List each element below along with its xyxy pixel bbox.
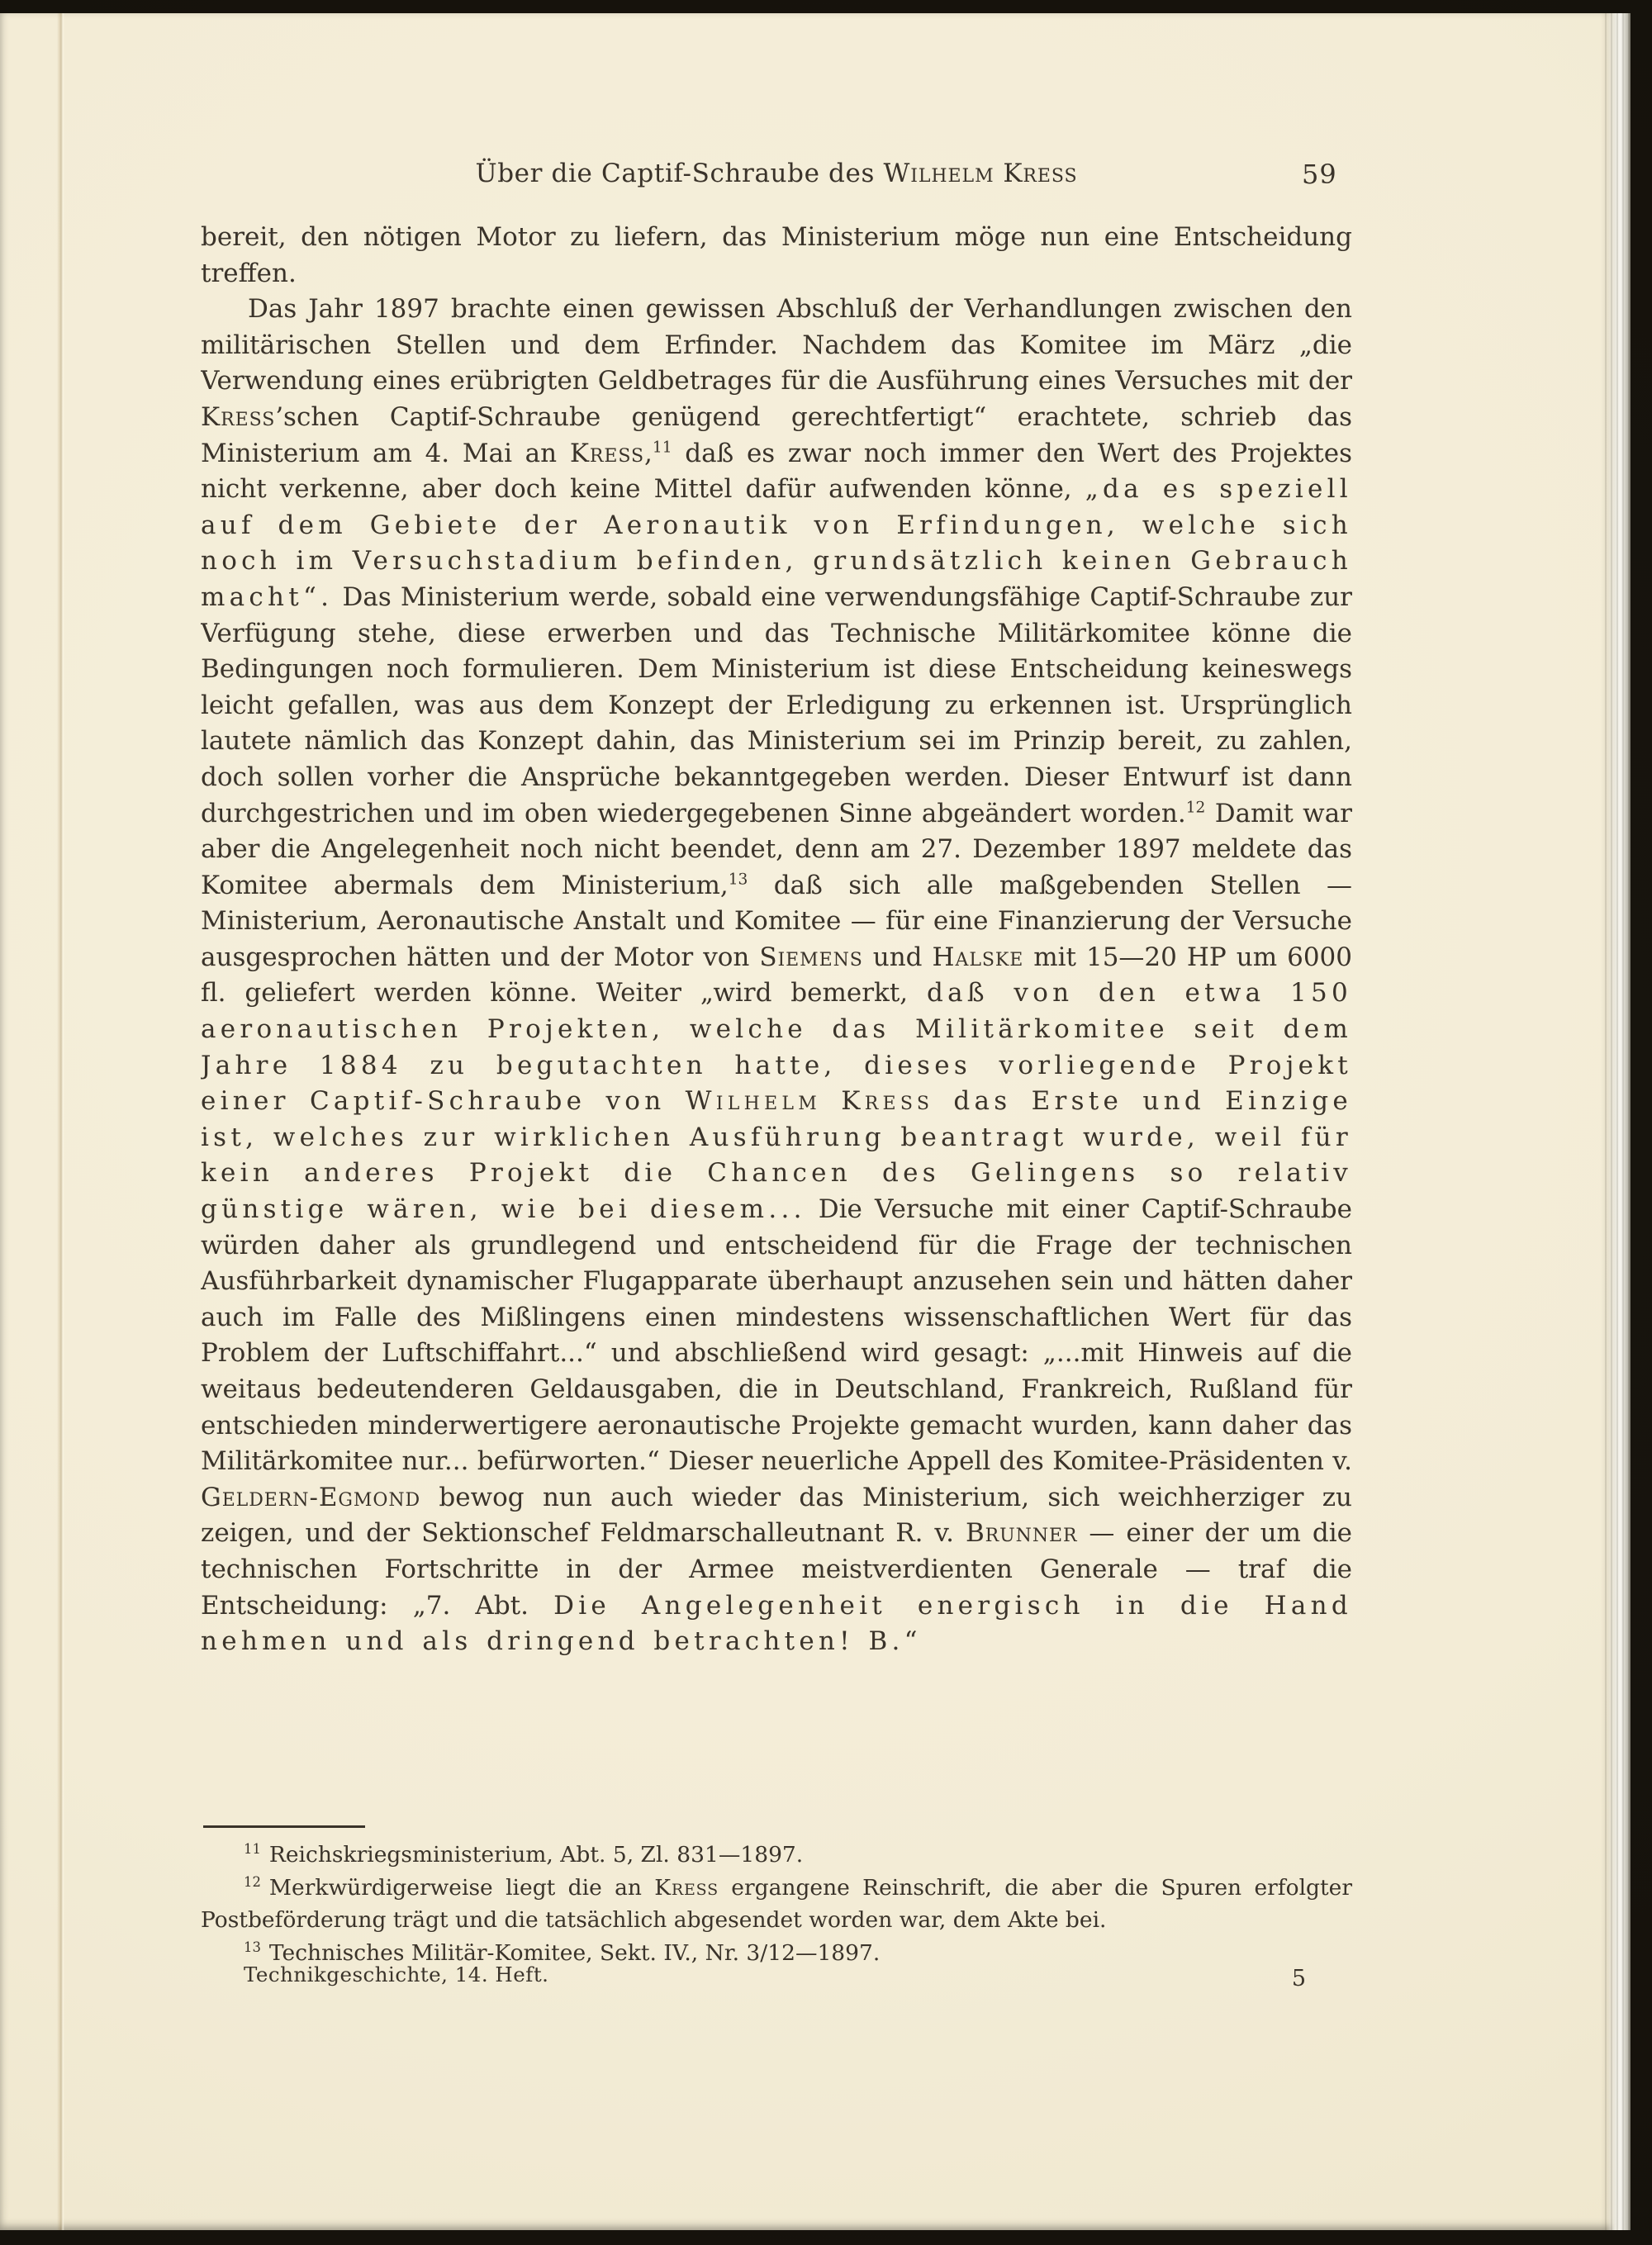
text-segment: Die Versuche mit einer Captif-Schraube würden daher als grundlegend und entscheidend für die Frage der technischen Ausführbarkeit dynamischer Flugapparate überhaupt anzusehen sein und hätten daher auch im Falle des Mißlingens einen mindestens wissenschaftlichen Wert für das Problem der Luftschiffahrt...“ und abschließend wird gesagt: „...mit Hinweis auf die weitaus bedeutenderen Geldausgaben, die in Deutschland, Frankreich, Rußland für entschieden minderwertigere aeronautische Projekte gemacht wurden, kann daher das Militärkomitee nur... befürworten.“ Dieser neuerliche Appell des Komitee-Präsidenten v. — [201, 1194, 1352, 1477]
text-segment: ’schen Captif-Schraube genügend gerechtfertigt“ erachtete, schrieb das Ministerium am 4. Mai an — [201, 401, 1352, 468]
footnote-ref: 13 — [728, 871, 748, 889]
text-segment: daß es zwar noch immer den Wert des Projektes nicht verkenne, aber doch keine Mittel dafür aufwenden könne, — [201, 438, 1352, 505]
footnote-marker: 13 — [244, 1939, 261, 1955]
text-segment: Reichskriegsministerium, Abt. 5, Zl. 831—1897. — [268, 1842, 804, 1868]
text-segment: Die Angelegenheit energisch in die Hand nehmen und als dringend betrachten! B.“ — [201, 1590, 1352, 1657]
text-segment: Damit war aber die Angelegenheit noch nicht beendet, denn am 27. Dezember 1897 meldete das Komitee abermals dem Ministerium, — [201, 798, 1352, 900]
text-segment: Brunner — [965, 1518, 1078, 1549]
text-segment: Technisches Militär-Komitee, Sekt. IV., Nr. 3/12—1897. — [268, 1939, 881, 1966]
text-segment: und — [862, 942, 933, 972]
paragraph — [201, 292, 1352, 1660]
text-segment: „da es speziell auf dem Gebiete der Aeronautik von Erfindungen, welche sich noch im Versuchstadium befinden, grundsätzlich keinen Gebrauch macht“. — [201, 474, 1352, 612]
text-segment: daß sich alle maßgebenden Stellen — Ministerium, Aeronautische Anstalt und Komitee — für eine Finanzierung der Versuche ausgesprochen hätten und der Motor von — [201, 870, 1352, 972]
text-segment: , — [644, 438, 653, 468]
text-segment: daß von den etwa 150 aeronautischen Projekten, welche das Militärkomitee seit dem Jahre 1884 zu begutachten hatte, dieses vorliegende Projekt einer Captif-Schraube von — [201, 978, 1352, 1117]
text-segment: Das Jahr 1897 brachte einen gewissen Abschluß der Verhandlungen zwischen den militärischen Stellen und dem Erfinder. Nachdem das Komitee im März „die Verwendung eines erübrigten Geldbetrages für die Ausführung eines Versuches mit der — [201, 294, 1352, 396]
page-number: 59 — [1302, 159, 1337, 190]
page-footer — [201, 1963, 1352, 1991]
footnote-marker: 12 — [244, 1873, 261, 1890]
header-title-name: Wilhelm Kress — [883, 159, 1078, 188]
text-segment: Kress — [201, 401, 276, 432]
text-segment: Halske — [932, 942, 1024, 972]
footnote-ref: 12 — [1185, 799, 1206, 817]
footnote-rule — [203, 1825, 365, 1828]
text-segment: Kress — [569, 438, 645, 468]
text-segment: bereit, den nötigen Motor zu liefern, das Ministerium möge nun eine Entscheidung treffen. — [201, 222, 1352, 288]
text-segment: — einer der um die technischen Fortschritte in der Armee meistverdienten Generale — traf die Entscheidung: „7. Abt. — [201, 1518, 1352, 1621]
text-segment: mit 15—20 HP um 6000 fl. geliefert werden könne. Weiter „wird bemerkt, — [201, 942, 1352, 1009]
text-segment: Siemens — [759, 942, 863, 972]
text-segment: Kress — [654, 1874, 719, 1901]
body-text — [201, 220, 1352, 1825]
running-header — [201, 159, 1352, 188]
text-segment: bewog nun auch wieder das Ministerium, sich weichherziger zu zeigen, und der Sektionschef Feldmarschalleutnant R. v. — [201, 1482, 1352, 1549]
journal-imprint: Technikgeschichte, 14. Heft. — [244, 1963, 549, 1986]
sheet-signature: 5 — [1291, 1966, 1306, 1991]
text-segment: ergangene Reinschrift, die aber die Spuren erfolgter Postbeförderung trägt und die tatsächlich abgesendet worden war, dem Akte bei. — [201, 1874, 1353, 1934]
footnote — [201, 1872, 1352, 1937]
footnote-ref: 11 — [652, 439, 672, 457]
text-segment: das Erste und Einzige ist, welches zur wirklichen Ausführung beantragt wurde, weil für kein anderes Projekt die Chancen des Gelingens so relativ günstige wären, wie bei diesem... — [201, 1086, 1352, 1225]
footnote — [201, 1839, 1352, 1872]
text-segment: Merkwürdigerweise liegt die an — [268, 1874, 655, 1901]
footnotes — [201, 1839, 1352, 1969]
gutter-crease — [57, 13, 64, 2230]
text-segment: Geldern-Egmond — [201, 1482, 421, 1512]
header-title-prefix: Über die Captif-Schraube des — [475, 159, 884, 188]
text-segment: Das Ministerium werde, sobald eine verwendungsfähige Captif-Schraube zur Verfügung stehe, diese erwerben und das Technische Militärkomitee könne die Bedingungen noch formulieren. Dem Ministerium ist diese Entscheidung keineswegs leicht gefallen, was aus dem Konzept der Erledigung zu erkennen ist. Ursprünglich lautete nämlich das Konzept dahin, das Ministerium sei im Prinzip bereit, zu zahlen, doch sollen vorher die Ansprüche bekanntgegeben werden. Dieser Entwurf ist dann durchgestrichen und im oben wiedergegebenen Sinne abgeändert worden. — [201, 581, 1352, 828]
footnote-marker: 11 — [244, 1841, 261, 1858]
book-page — [0, 13, 1631, 2230]
text-segment: Wilhelm Kress — [685, 1086, 934, 1117]
page-edge-stack — [1601, 13, 1631, 2230]
paragraph — [201, 220, 1352, 292]
